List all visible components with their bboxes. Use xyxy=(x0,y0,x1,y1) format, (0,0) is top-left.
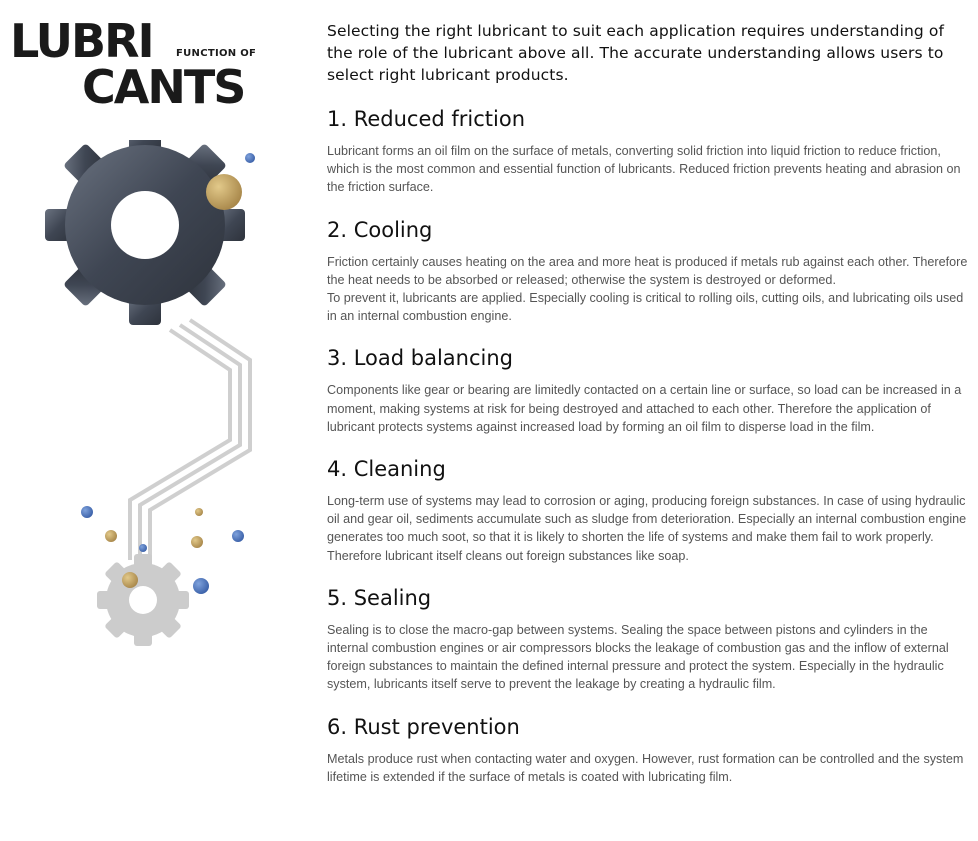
large-gear-icon xyxy=(45,140,245,325)
gold-droplet-icon xyxy=(206,174,242,210)
section-title: 4. Cleaning xyxy=(327,457,446,482)
section-body: Sealing is to close the macro-gap between systems. Sealing the space between pistons and cylinders in the internal combustion engines or air compressors blocks the leakage of combustion gas and the inflow of external foreign substances to maintain the defined internal pressure and protect the system. Especially in the hydraulic system, lubricants itself serve to prevent the leakage by creating a hydraulic film. xyxy=(327,622,949,692)
gold-droplet-icon xyxy=(191,536,203,548)
section-body: Metals produce rust when contacting water and oxygen. However, rust formation can be controlled and the system lifetime is extended if the surface of metals is coated with lubricating film. xyxy=(327,751,964,784)
section-title: 6. Rust prevention xyxy=(327,714,520,739)
logo-subtitle: FUNCTION OF xyxy=(176,48,257,59)
section-body: Components like gear or bearing are limitedly contacted on a certain line or surface, so load can be increased in a moment, making systems at risk for being destroyed and attached to each other. Therefore the application of lubricant protects systems against increased load by forming an oil film to disperse load in the film. xyxy=(327,383,962,434)
intro-paragraph: Selecting the right lubricant to suit each application requires understanding of the role of the lubricant above all. The accurate understanding allows users to select right lubricant products. xyxy=(327,22,945,84)
section-reduced-friction xyxy=(327,106,972,197)
pipe-lines xyxy=(130,320,250,560)
blue-droplet-icon xyxy=(139,544,147,552)
section-load-balancing xyxy=(327,345,972,436)
logo xyxy=(10,14,272,114)
small-gear-icon xyxy=(97,554,189,646)
section-title: 1. Reduced friction xyxy=(327,107,526,131)
blue-droplet-icon xyxy=(245,153,255,163)
logo-word-top: LUBRI xyxy=(10,14,153,68)
section-body: Friction certainly causes heating on the area and more heat is produced if metals rub against each other. Therefore the heat needs to be absorbed or released; otherwise the system is destroyed or deformed. To prevent it, lubricants are applied. Especially cooling is critical to rolling oils, cutting oils, and lubricating oils used in an internal combustion engine. xyxy=(327,254,968,324)
blue-droplet-icon xyxy=(232,530,244,542)
section-cooling xyxy=(327,217,972,326)
section-title: 5. Sealing xyxy=(327,585,432,610)
gear-illustration xyxy=(30,140,270,660)
gold-droplet-icon xyxy=(195,508,203,516)
section-body: Long-term use of systems may lead to corrosion or aging, producing foreign substances. In case of using hydraulic oil and gear oil, sediments accumulate such as sludge from deterioration. Especially an internal combustion engine generates too much soot, so that it is likely to shorten the life of systems and make them fail to work properly. Therefore lubricant itself cleans out foreign substances like soap. xyxy=(327,494,967,563)
section-title: 2. Cooling xyxy=(327,217,433,242)
gear-illustration-svg xyxy=(30,140,270,660)
section-rust-prevention xyxy=(327,714,972,786)
section-title: 3. Load balancing xyxy=(327,346,513,371)
blue-droplet-icon xyxy=(81,506,93,518)
blue-droplet-icon xyxy=(193,578,209,594)
gold-droplet-icon xyxy=(122,572,138,588)
gold-droplet-icon xyxy=(105,530,117,542)
section-sealing xyxy=(327,585,972,694)
logo-word-bottom: CANTS xyxy=(82,60,245,114)
main-content xyxy=(327,20,972,806)
section-cleaning xyxy=(327,456,972,565)
section-body: Lubricant forms an oil film on the surface of metals, converting solid friction into liquid friction to reduce friction, which is the most common and essential function of lubricants. Reduced friction prevents heating and abrasion on the friction surface. xyxy=(327,144,961,195)
